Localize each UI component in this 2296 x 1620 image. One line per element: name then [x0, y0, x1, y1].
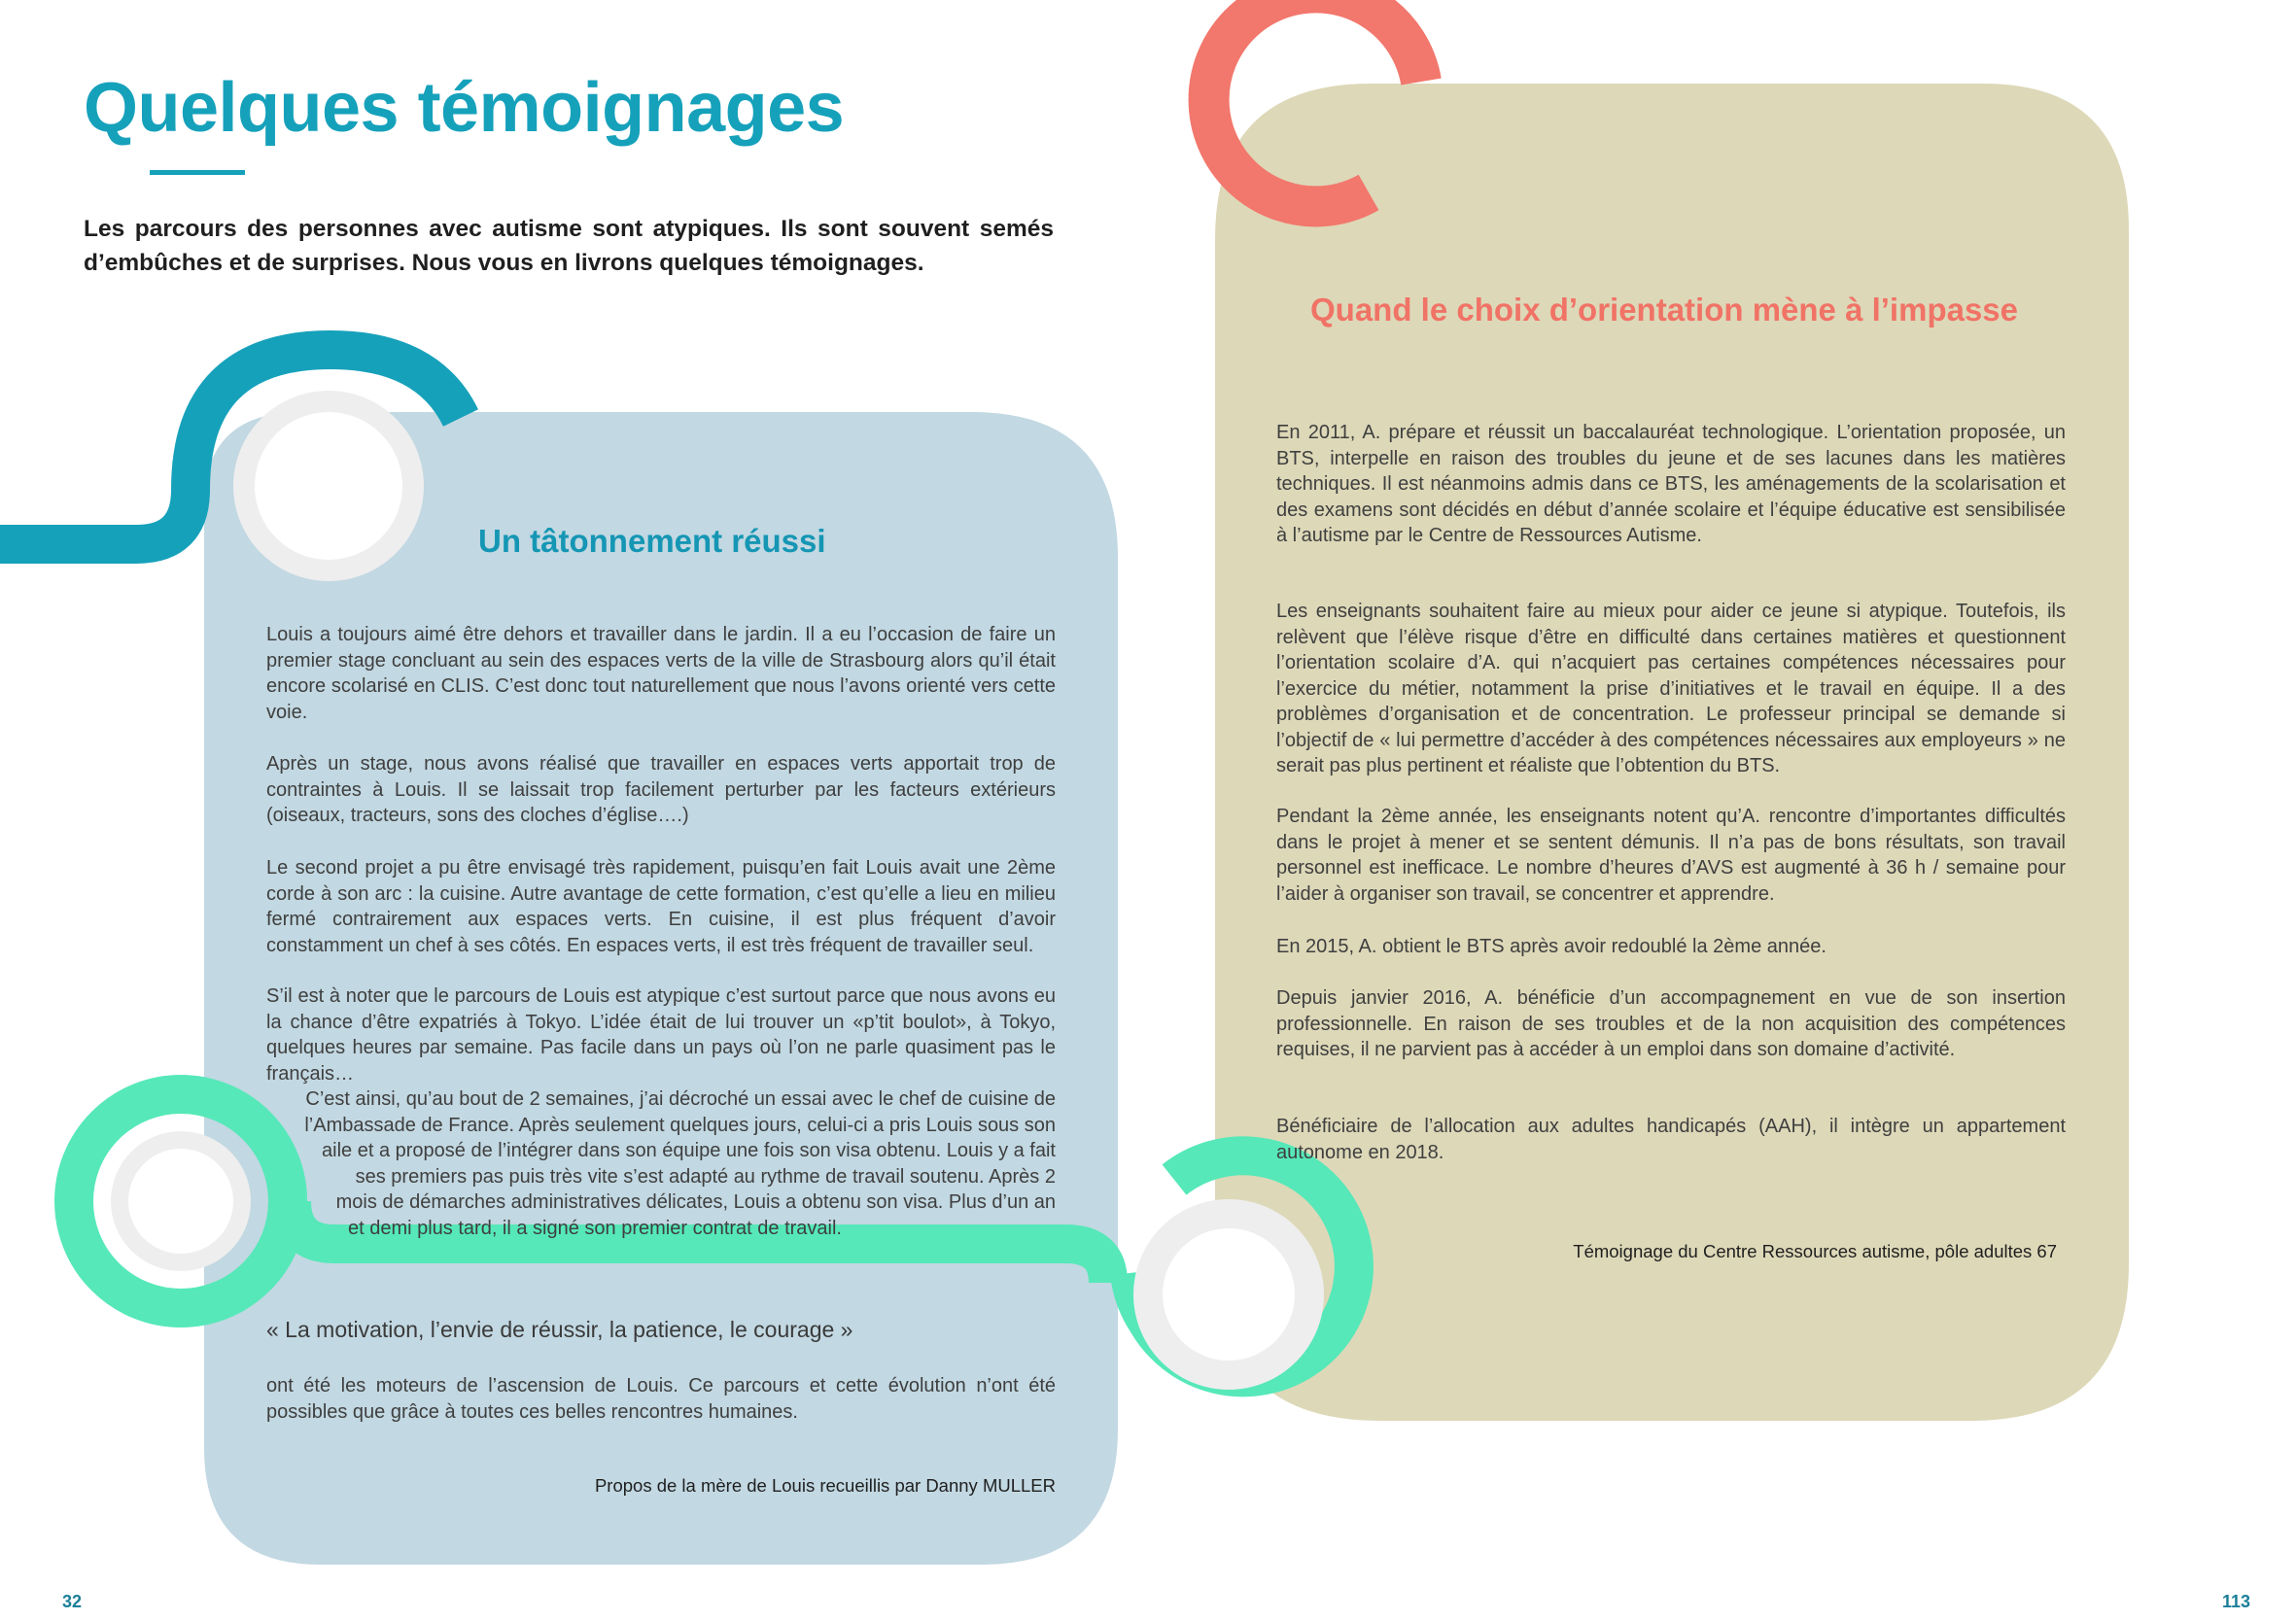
- wrapped-line: l’Ambassade de France. Après seulement quelques jours, celui-ci a pris Louis sous son: [304, 1114, 1056, 1136]
- title-underline: [150, 170, 245, 175]
- right-attribution: Témoignage du Centre Ressources autisme, pôle adultes 67: [1573, 1241, 2057, 1261]
- right-paragraph: Les enseignants souhaitent faire au mieux pour aider ce jeune si atypique. Toutefois, ils relèvent que l’élève risque d’être en difficulté dans certaines matières et questionnent l’orientation scolaire d’A. qui n’acquiert pas certaines compétences nécessaires pour l’exercice du métier, notamment la prise d’initiatives et le travail en équipe. Il a des problèmes d’organisation et de concentration. Le professeur principal se demande si l’objectif de « lui permettre d’accéder à des compétences nécessaires aux employeurs » ne serait pas plus pertinent et réaliste que l’obtention du BTS.: [1276, 601, 2066, 776]
- left-attribution: Propos de la mère de Louis recueillis par Danny MULLER: [594, 1475, 1056, 1496]
- right-paragraph: Depuis janvier 2016, A. bénéficie d’un accompagnement en vue de son insertion professionnelle. En raison de ses troubles et de la non acquisition des compétences requises, il ne parvient pas à accéder à un emploi dans son domaine d’activité.: [1276, 987, 2066, 1060]
- page-title: Quelques témoignages: [84, 69, 845, 147]
- left-paragraph: Après un stage, nous avons réalisé que travailler en espaces verts apportait trop de contraintes à Louis. Il se laissait trop facilement perturber par les facteurs extérieurs (oiseaux, tracteurs, sons des cloches d’église….): [266, 753, 1056, 826]
- wrapped-line: aile et a proposé de l’intégrer dans son équipe une fois son visa obtenu. Louis y a fait: [322, 1140, 1056, 1161]
- left-card-title: Un tâtonnement réussi: [478, 523, 826, 559]
- left-wrapped-paragraph: [266, 1086, 1056, 1241]
- closing-paragraph: ont été les moteurs de l’ascension de Louis. Ce parcours et cette évolution n’ont été possibles que grâce à toutes ces belles rencontres humaines.: [266, 1375, 1056, 1423]
- right-paragraph: En 2015, A. obtient le BTS après avoir redoublé la 2ème année.: [1276, 936, 1826, 957]
- intro-text: Les parcours des personnes avec autisme sont atypiques. Ils sont souvent semés d’embûches et de surprises. Nous vous en livrons quelques témoignages.: [84, 216, 1054, 276]
- page-number-left: 32: [62, 1592, 83, 1611]
- wrapped-line: et demi plus tard, il a signé son premier contrat de travail.: [347, 1217, 842, 1239]
- wrapped-line: C’est ainsi, qu’au bout de 2 semaines, j’ai décroché un essai avec le chef de cuisine de: [305, 1088, 1056, 1110]
- right-paragraph: Bénéficiaire de l’allocation aux adultes handicapés (AAH), il intègre un appartement autonome en 2018.: [1276, 1116, 2066, 1163]
- right-card-title: Quand le choix d’orientation mène à l’impasse: [1310, 292, 2019, 327]
- wrapped-line: mois de démarches administratives délicates, Louis a obtenu son visa. Plus d’un an: [335, 1191, 1056, 1213]
- left-paragraph: Le second projet a pu être envisagé très rapidement, puisqu’en fait Louis avait une 2ème corde à son arc : la cuisine. Autre avantage de cette formation, c’est qu’elle a lieu en milieu fermé contrairement aux espaces verts. En cuisine, il est plus fréquent d’avoir constamment un chef à ses côtés. En espaces verts, il est très fréquent de travailler seul.: [266, 857, 1056, 956]
- quote-text: « La motivation, l’envie de réussir, la patience, le courage »: [266, 1317, 853, 1342]
- page-number-right: 113: [2221, 1592, 2250, 1611]
- right-paragraph: En 2011, A. prépare et réussit un baccalauréat technologique. L’orientation proposée, un BTS, interpelle en raison des troubles du jeune et de ses lacunes dans les matières techniques. Il est néanmoins admis dans ce BTS, les aménagements de la scolarisation et des examens sont décidés en début d’année scolaire et l’équipe éducative est sensibilisée à l’autisme par le Centre de Ressources Autisme.: [1276, 422, 2066, 546]
- wrapped-line: ses premiers pas puis très vite s’est adapté au rythme de travail soutenu. Après 2: [355, 1165, 1056, 1188]
- right-paragraph: Pendant la 2ème année, les enseignants notent qu’A. rencontre d’importantes difficultés dans le projet à mener et se sentent démunis. Il n’a pas de bons résultats, son travail personnel est inefficace. Le nombre d’heures d’AVS est augmenté à 36 h / semaine pour l’aider à organiser son travail, se concentrer et apprendre.: [1276, 806, 2066, 905]
- left-paragraph: Louis a toujours aimé être dehors et travailler dans le jardin. Il a eu l’occasion de faire un premier stage concluant au sein des espaces verts de la ville de Strasbourg alors qu’il était encore scolarisé en CLIS. C’est donc tout naturellement que nous l’avons orienté vers cette voie.: [266, 624, 1056, 723]
- left-paragraph: S’il est à noter que le parcours de Louis est atypique c’est surtout parce que nous avons eu la chance d’être expatriés à Tokyo. L’idée était de lui trouver un «p’tit boulot», à Tokyo, quelques heures par semaine. Pas facile dans un pays où l’on ne parle quasiment pas le français…: [266, 985, 1056, 1085]
